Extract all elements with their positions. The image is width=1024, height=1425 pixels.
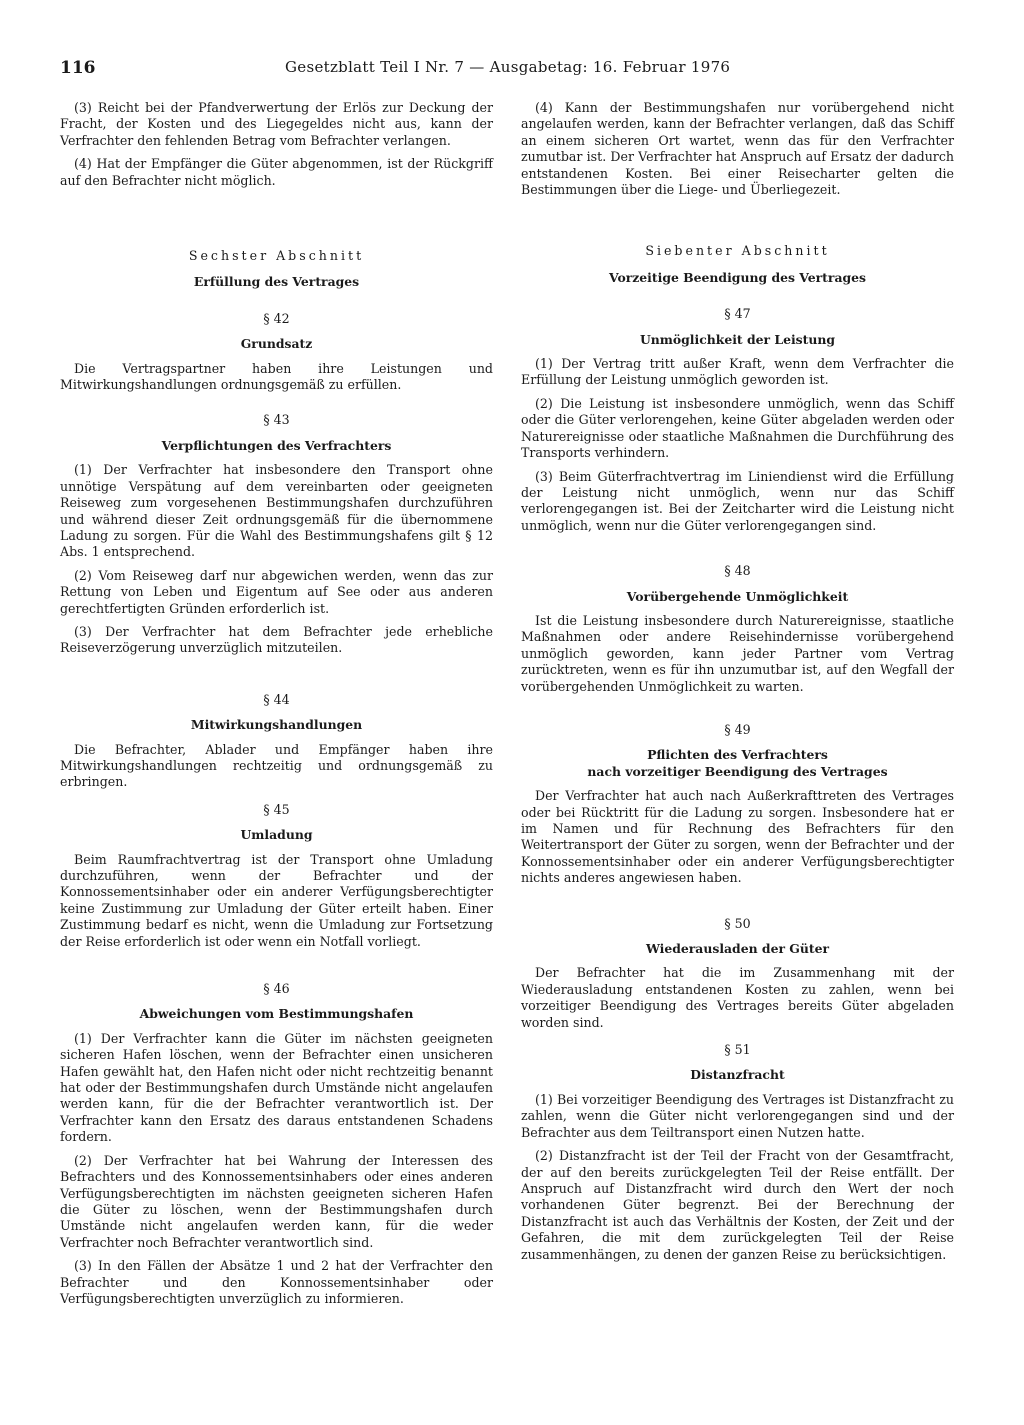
paragraph-title: Pflichten des Verfrachters: [647, 747, 828, 763]
paragraph: Der Verfrachter hat auch nach Außerkrafttreten des Vertrages oder bei Rücktritt für die Ladung zu sorgen. Insbesondere hat er im Namen und für Rechnung des Befrachters für den Weitertransport der Güter zu sorgen, wenn der Befrachter und der Konnossementsinhaber oder ein anderer Verfügungsberechtigter nichts anderes angewiesen haben.: [521, 788, 954, 886]
right-column: [521, 100, 954, 1270]
page-number: 116: [60, 58, 96, 78]
left-column: [60, 100, 493, 1314]
paragraph-number: § 46: [263, 981, 290, 997]
paragraph-title: Unmöglichkeit der Leistung: [639, 331, 836, 347]
section-heading: Sechster Abschnitt: [188, 248, 365, 264]
paragraph-title: Vorübergehende Unmöglichkeit: [626, 588, 849, 604]
paragraph-title: Abweichungen vom Bestimmungshafen: [139, 1006, 414, 1022]
paragraph-title: Grundsatz: [240, 336, 313, 352]
paragraph-number: § 42: [263, 310, 290, 326]
paragraph-title: Wiederausladen der Güter: [645, 941, 830, 957]
section-title: Erfüllung des Vertrages: [193, 274, 360, 290]
paragraph-number: § 48: [724, 563, 751, 579]
paragraph: (4) Hat der Empfänger die Güter abgenommen, ist der Rückgriff auf den Befrachter nicht möglich.: [60, 156, 493, 188]
paragraph-number: § 49: [724, 721, 751, 737]
paragraph-title: Mitwirkungshandlungen: [190, 717, 363, 733]
paragraph: Beim Raumfrachtvertrag ist der Transport ohne Umladung durchzuführen, wenn der Befrachter und der Konnossementsinhaber oder ein anderer Verfügungsberechtigter keine Zustimmung zur Umladung der Güter erteilt haben. Einer Zustimmung bedarf es nicht, wenn die Umladung zur Fortsetzung der Reise erforderlich ist oder wenn ein Notfall vorliegt.: [60, 851, 493, 949]
paragraph: Die Befrachter, Ablader und Empfänger haben ihre Mitwirkungshandlungen rechtzeitig und ordnungsgemäß zu erbringen.: [60, 741, 493, 790]
paragraph: (2) Distanzfracht ist der Teil der Fracht von der Gesamtfracht, der auf den bereits zurückgelegten Teil der Reise entfällt. Der Anspruch auf Distanzfracht wird durch den Wert der noch vorhandenen Güter begrenzt. Bei der Berechnung der Distanzfracht ist auch das Verhältnis der Kosten, der Zeit und der Gefahren, die mit dem zurückgelegten Teil der Reise zusammenhängen, zu denen der ganzen Reise zu berücksichtigen.: [521, 1148, 954, 1262]
paragraph: (2) Der Verfrachter hat bei Wahrung der Interessen des Befrachters und des Konnossementsinhabers oder eines anderen Verfügungsberechtigten im nächsten geeigneten sicheren Hafen die Güter zu löschen, wenn der Bestimmungshafen durch Umstände nicht angelaufen werden kann, für die weder Verfrachter noch Befrachter verantwortlich sind.: [60, 1152, 493, 1250]
paragraph: Der Befrachter hat die im Zusammenhang mit der Wiederausladung entstandenen Kosten zu zahlen, wenn bei vorzeitiger Beendigung des Vertrages bereits Güter abgeladen worden sind.: [521, 965, 954, 1030]
paragraph-title: Verpflichtungen des Verfrachters: [161, 437, 392, 453]
paragraph: (3) Beim Güterfrachtvertrag im Liniendienst wird die Erfüllung der Leistung nicht unmöglich, wenn nur das Schiff verlorengegangen ist. Bei der Zeitcharter wird die Leistung nicht unmöglich, wenn nur die Güter verlorengegangen sind.: [521, 468, 954, 533]
section-heading: Siebenter Abschnitt: [645, 243, 830, 259]
paragraph-number: § 43: [263, 412, 290, 428]
paragraph-number: § 44: [263, 691, 290, 707]
paragraph: (1) Bei vorzeitiger Beendigung des Vertrages ist Distanzfracht zu zahlen, wenn die Güter nicht verlorengegangen sind und der Befrachter aus dem Teiltransport einen Nutzen hatte.: [521, 1091, 954, 1140]
paragraph: Die Vertragspartner haben ihre Leistungen und Mitwirkungshandlungen ordnungsgemäß zu erfüllen.: [60, 360, 493, 393]
paragraph-title: Distanzfracht: [690, 1067, 785, 1083]
paragraph: Ist die Leistung insbesondere durch Naturereignisse, staatliche Maßnahmen oder andere Reisehindernisse vorübergehend unmöglich geworden, kann jeder Partner vom Vertrag zurücktreten, wenn es für ihn unzumutbar ist, auf den Wegfall der vorübergehenden Unmöglichkeit zu warten.: [521, 612, 954, 694]
section-title: Vorzeitige Beendigung des Vertrages: [609, 269, 866, 285]
paragraph: (3) Reicht bei der Pfandverwertung der Erlös zur Deckung der Fracht, der Kosten und des Liegegeldes nicht aus, kann der Verfrachter den fehlenden Betrag vom Befrachter verlangen.: [60, 100, 493, 148]
paragraph-number: § 50: [724, 915, 751, 931]
paragraph-number: § 47: [724, 306, 751, 322]
paragraph: (3) Der Verfrachter hat dem Befrachter jede erhebliche Reiseverzögerung unverzüglich mitzuteilen.: [60, 623, 493, 656]
paragraph: (1) Der Verfrachter hat insbesondere den Transport ohne unnötige Verspätung auf dem vereinbarten oder geeigneten Reiseweg zum vorgesehenen Bestimmungshafen durchzuführen und während dieser Zeit ordnungsgemäß für die übernommene Ladung zu sorgen. Für die Wahl des Bestimmungshafens gilt § 12 Abs. 1 entsprechend.: [60, 462, 493, 560]
paragraph: (2) Vom Reiseweg darf nur abgewichen werden, wenn das zur Rettung von Leben und Eigentum auf See oder aus anderen gerechtfertigten Gründen erforderlich ist.: [60, 567, 493, 616]
gazette-header-title: Gesetzblatt Teil I Nr. 7 — Ausgabetag: 16. Februar 1976: [285, 58, 731, 76]
paragraph-title: Umladung: [240, 827, 313, 843]
paragraph-title-line2: nach vorzeitiger Beendigung des Vertrages: [587, 763, 888, 779]
paragraph: (1) Der Verfrachter kann die Güter im nächsten geeigneten sicheren Hafen löschen, wenn der Befrachter einen unsicheren Hafen gewählt hat, den Hafen nicht oder nicht rechtzeitig benannt hat oder der Bestimmungshafen durch Umstände nicht angelaufen werden kann, für die der Befrachter verantwortlich ist. Der Verfrachter kann den Ersatz des daraus entstandenen Schadens fordern.: [60, 1030, 493, 1145]
paragraph: (4) Kann der Bestimmungshafen nur vorübergehend nicht angelaufen werden, kann der Befrachter verlangen, daß das Schiff an einem sicheren Ort wartet, wenn das für den Verfrachter zumutbar ist. Der Verfrachter hat Anspruch auf Ersatz der dadurch entstandenen Kosten. Bei einer Reisecharter gelten die Bestimmungen über die Liege- und Überliegezeit.: [521, 100, 954, 198]
paragraph: (2) Die Leistung ist insbesondere unmöglich, wenn das Schiff oder die Güter verlorengehen, keine Güter abgeladen werden oder Naturereignisse oder staatliche Maßnahmen die Durchführung des Transports verhindern.: [521, 395, 954, 461]
page-header: [60, 58, 960, 82]
paragraph-number: § 51: [724, 1042, 751, 1058]
paragraph: (1) Der Vertrag tritt außer Kraft, wenn dem Verfrachter die Erfüllung der Leistung unmöglich geworden ist.: [521, 356, 954, 388]
paragraph-number: § 45: [263, 801, 290, 817]
paragraph: (3) In den Fällen der Absätze 1 und 2 hat der Verfrachter den Befrachter und den Konnossementsinhaber oder Verfügungsberechtigten unverzüglich zu informieren.: [60, 1258, 493, 1306]
